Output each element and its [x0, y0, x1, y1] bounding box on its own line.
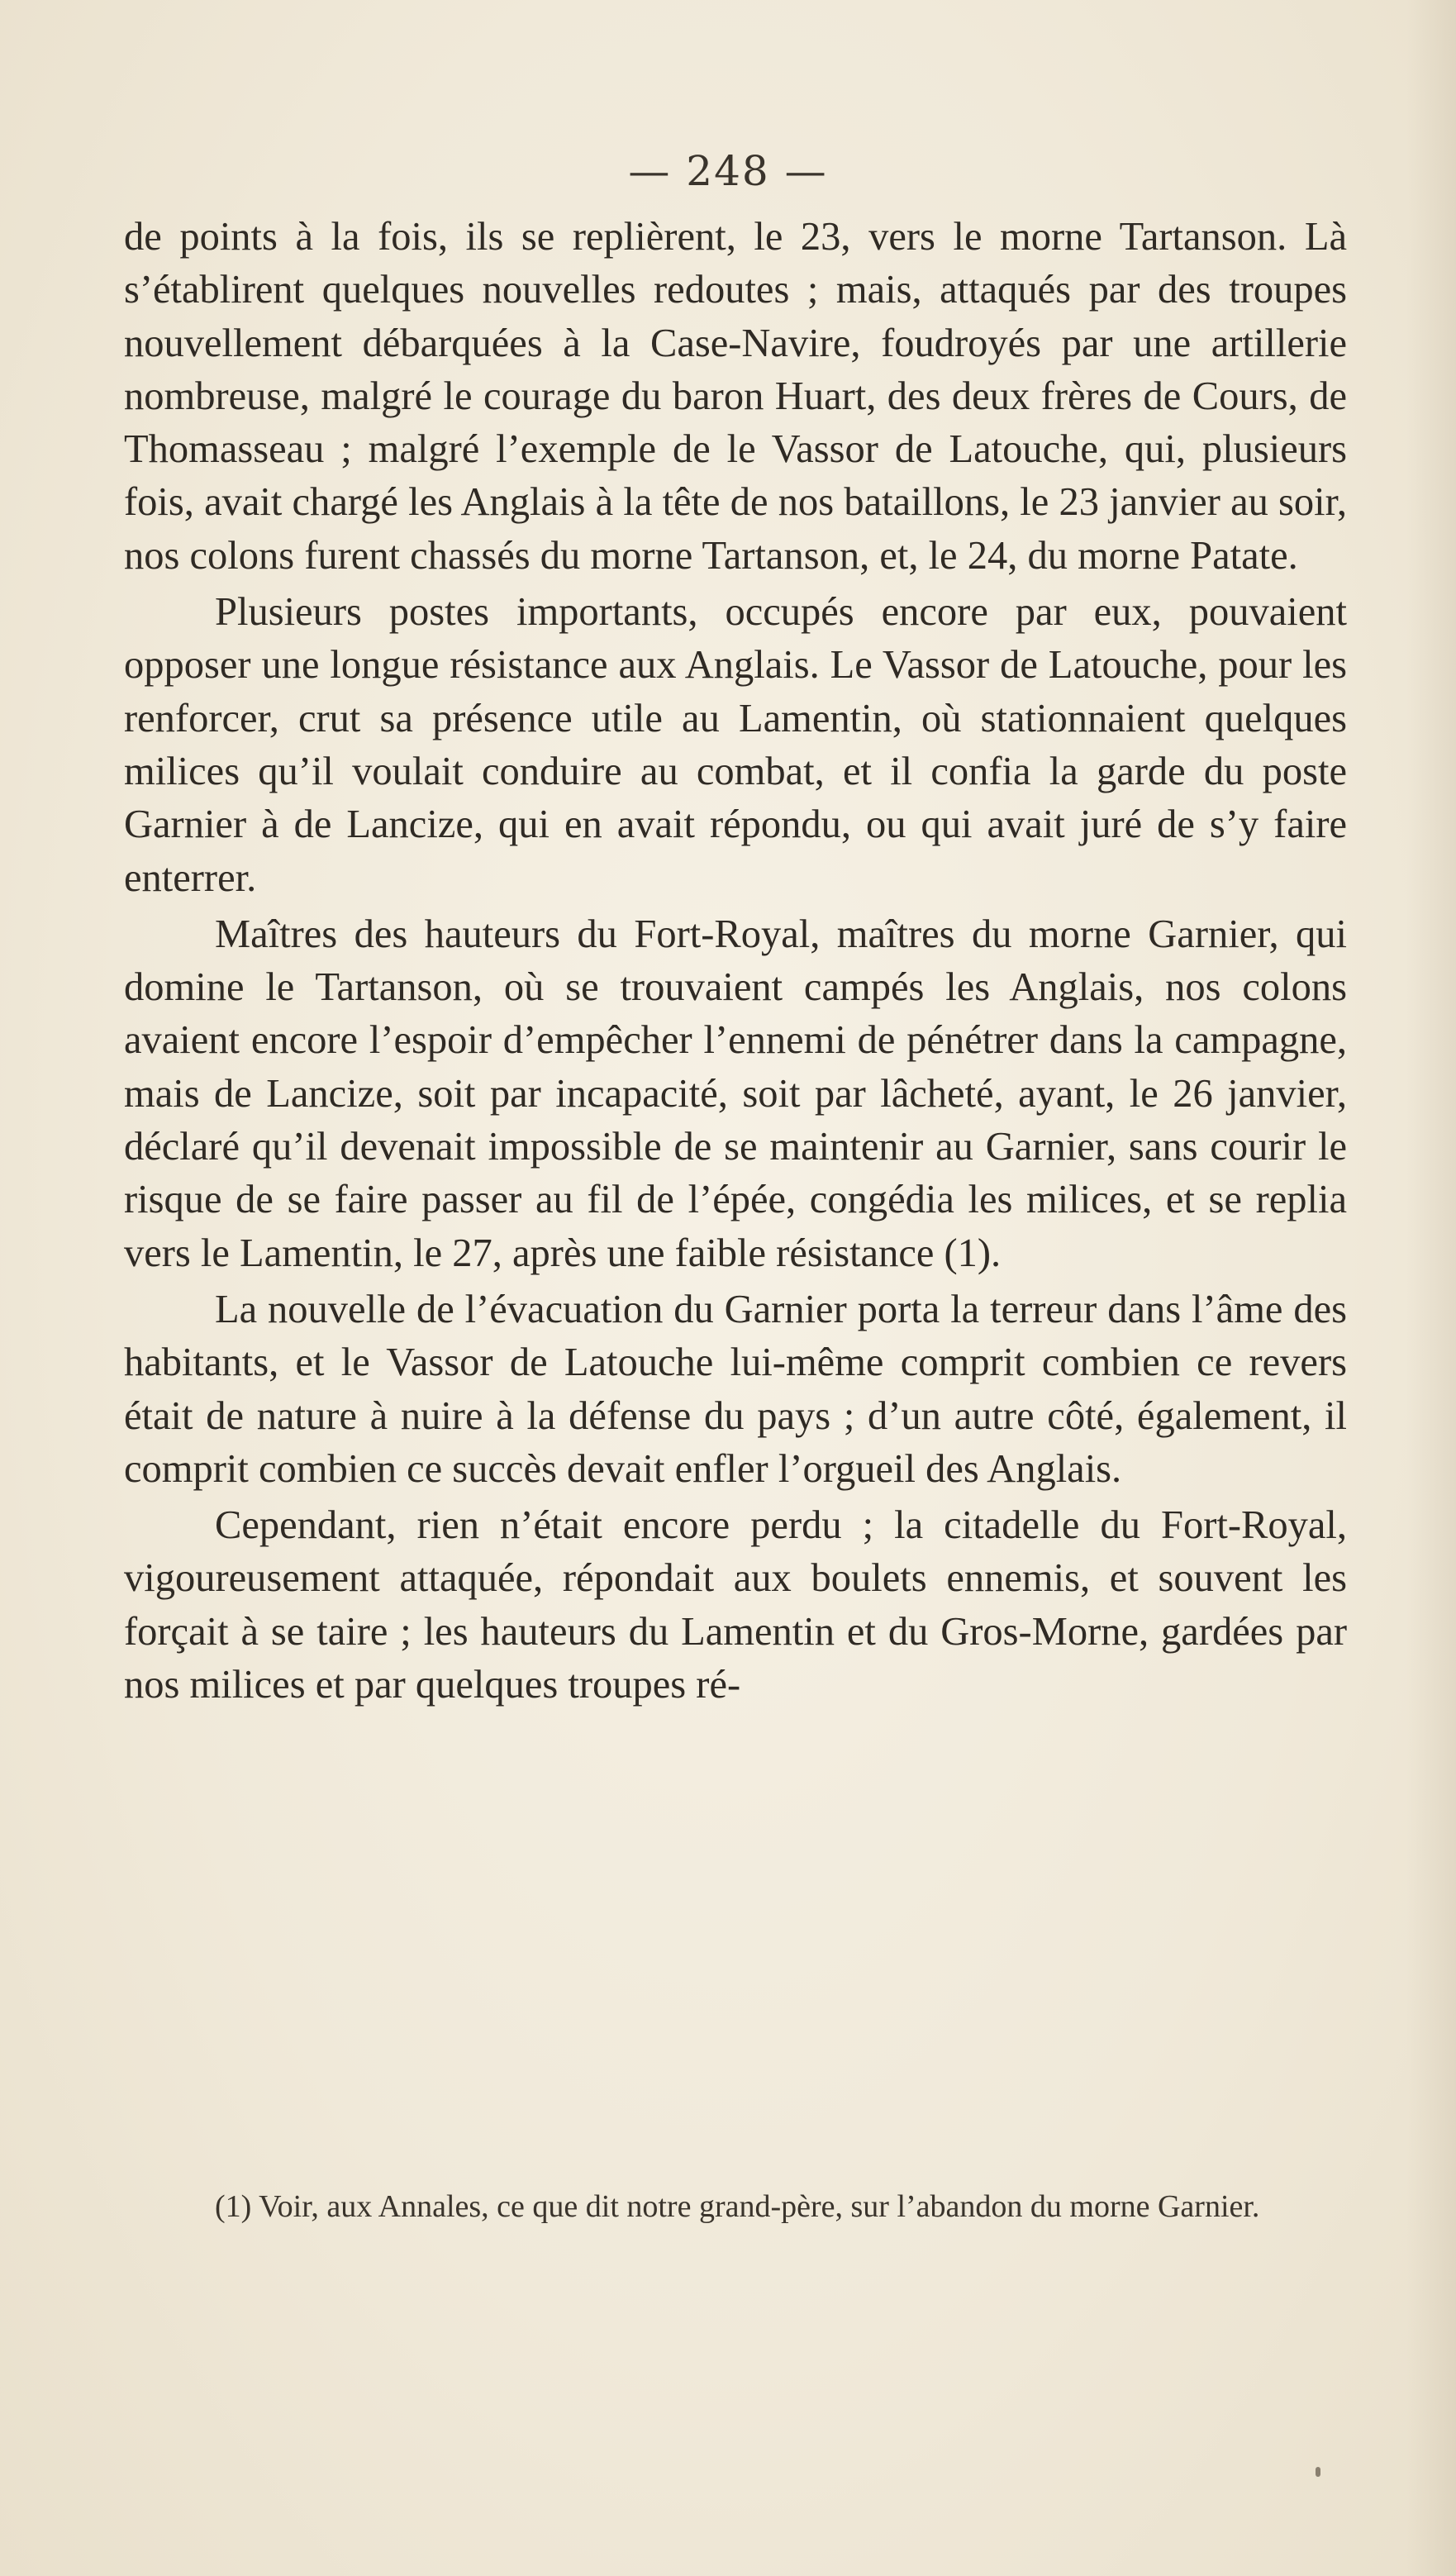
paper-speck [1316, 2467, 1320, 2477]
paragraph-2: Plusieurs postes importants, occupés encore par eux, pouvaient opposer une longue résistance aux Anglais. Le Vassor de Latouche, pour les renforcer, crut sa présence utile au Lamentin, où stationnaient quelques milices qu’il voulait conduire au combat, et il confia la garde du poste Garnier à de Lancize, qui en avait répondu, ou qui avait juré de s’y faire enterrer. [124, 590, 1347, 900]
body-text [124, 211, 1347, 1712]
page-number: — 248 — [628, 147, 828, 195]
footnote-text: Voir, aux Annales, ce que dit notre grand-père, sur l’abandon du morne Garnier. [259, 2189, 1260, 2224]
paragraph-4: La nouvelle de l’évacuation du Garnier porta la terreur dans l’âme des habitants, et le Vassor de Latouche lui-même comprit combien ce revers était de nature à nuire à la défense du pays ; d’un autre côté, également, il comprit combien ce succès devait enfler l’orgueil des Anglais. [124, 1287, 1347, 1491]
paragraph-3: Maîtres des hauteurs du Fort-Royal, maîtres du morne Garnier, qui domine le Tartanson, où se trouvaient campés les Anglais, nos colons avaient encore l’espoir d’empêcher l’ennemi de pénétrer dans la campagne, mais de Lancize, soit par incapacité, soit par lâcheté, ayant, le 26 janvier, déclaré qu’il devenait impossible de se maintenir au Garnier, sans courir le risque de se faire passer au fil de l’épée, congédia les milices, et se replia vers le Lamentin, le 27, après une faible résistance (1). [124, 912, 1347, 1275]
paragraph-1: de points à la fois, ils se replièrent, le 23, vers le morne Tartanson. Là s’établirent quelques nouvelles redoutes ; mais, attaqués par des troupes nouvellement débarquées à la Case-Navire, foudroyés par une artillerie nombreuse, malgré le courage du baron Huart, des deux frères de Cours, de Thomasseau ; malgré l’exemple de le Vassor de Latouche, qui, plusieurs fois, avait chargé les Anglais à la tête de nos bataillons, le 23 janvier au soir, nos colons furent chassés du morne Tartanson, et, le 24, du morne Patate. [124, 215, 1347, 578]
paragraph-5: Cependant, rien n’était encore perdu ; la citadelle du Fort-Royal, vigoureusement attaquée, répondait aux boulets ennemis, et souvent les forçait à se taire ; les hauteurs du Lamentin et du Gros-Morne, gardées par nos milices et par quelques troupes ré- [124, 1503, 1347, 1707]
page-gutter-shadow [1406, 0, 1456, 2576]
footnote [124, 2186, 1347, 2227]
footnote-marker: (1) [215, 2189, 252, 2224]
